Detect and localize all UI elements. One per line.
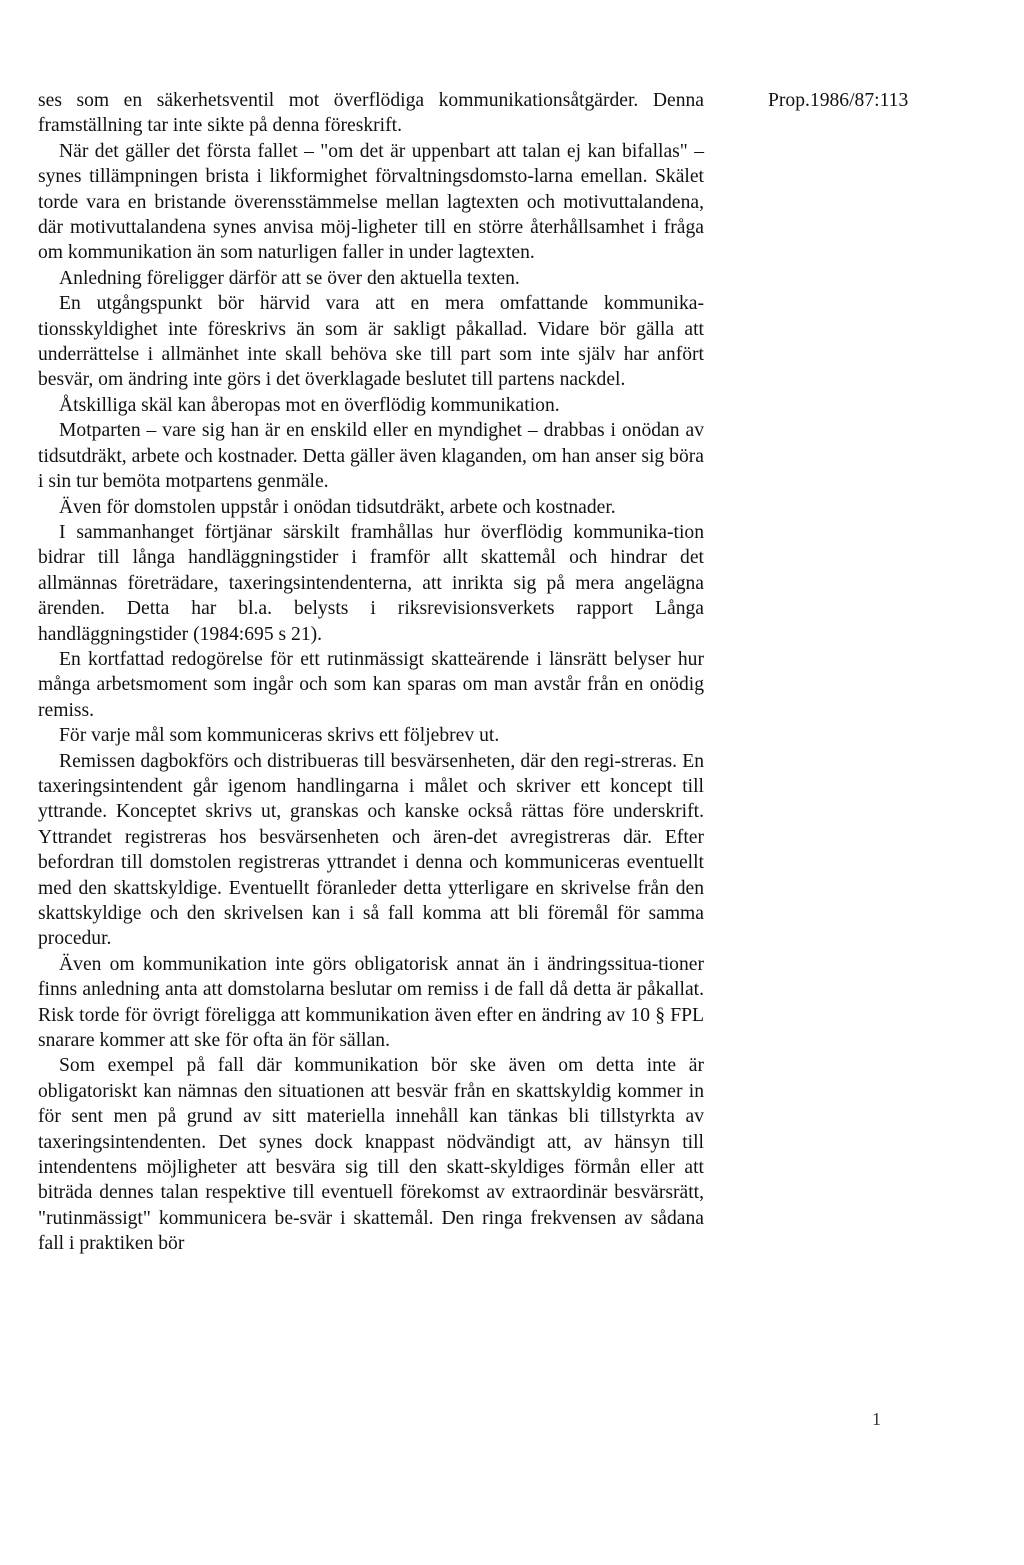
running-head: Prop.1986/87:113 xyxy=(768,90,909,111)
paragraph: Anledning föreligger därför att se över den aktuella texten. xyxy=(59,267,520,289)
paragraph: Remissen dagbokförs och distribueras till besvärsenheten, där den regi-streras. En taxeringsintendent går igenom handlingarna i målet och skriver ett koncept till yttrande. Konceptet skrivs ut, granskas och kanske också rättas före underskrift. Yttrandet registreras hos besvärsenheten och ären-det avregistreras där. Efter befordran till domstolen registreras yttrandet i denna och kommuniceras eventuellt med den skattskyldige. Eventuellt föranleder detta ytterligare en skrivelse från den skattskyldige och den skrivelsen kan i så fall komma att bli föremål för samma procedur. xyxy=(38,750,704,950)
paragraph: I sammanhanget förtjänar särskilt framhållas hur överflödig kommunika-tion bidrar till långa handläggningstider i framför allt skattemål och hindrar det allmännas företrädare, taxeringsintendenterna, att inrikta sig på mera angelägna ärenden. Detta har bl.a. belysts i riksrevisionsverkets rapport Långa handläggningstider (1984:695 s 21). xyxy=(38,521,704,645)
body-text xyxy=(38,88,704,1257)
paragraph: Även för domstolen uppstår i onödan tidsutdräkt, arbete och kostnader. xyxy=(59,496,616,518)
margin-mark: 1 xyxy=(872,1409,881,1429)
paragraph: När det gäller det första fallet – "om det är uppenbart att talan ej kan bifallas" – synes tillämpningen brista i likformighet förvaltningsdomsto-larna emellan. Skälet torde vara en bristande överensstämmelse mellan lagtexten och motivuttalandena, där motivuttalandena synes anvisa möj-ligheter till en större återhållsamhet i fråga om kommunikation än som naturligen faller in under lagtexten. xyxy=(38,140,704,264)
paragraph: En kortfattad redogörelse för ett rutinmässigt skatteärende i länsrätt belyser hur många arbetsmoment som ingår och som kan sparas om man avstår från en onödig remiss. xyxy=(38,648,704,721)
paragraph: Även om kommunikation inte görs obligatorisk annat än i ändringssitua-tioner finns anledning anta att domstolarna beslutar om remiss i de fall då detta är påkallat. Risk torde för övrigt föreligga att kommunikation även efter en ändring av 10 § FPL snarare kommer att ske för ofta än för sällan. xyxy=(38,953,704,1052)
paragraph: Motparten – vare sig han är en enskild eller en myndighet – drabbas i onödan av tidsutdräkt, arbete och kostnader. Detta gäller även klaganden, om han anser sig böra i sin tur bemöta motpartens genmäle. xyxy=(38,420,704,493)
paragraph: Som exempel på fall där kommunikation bör ske även om detta inte är obligatoriskt kan nämnas den situationen att besvär från en skattskyldig kommer in för sent men på grund av sitt materiella innehåll kan tänkas bli tillstyrkta av taxeringsintendenten. Det synes dock knappast nödvändigt att, av hänsyn till intendentens möjligheter att besvära sig till den skatt-skyldiges förmån eller att biträda dennes talan respektive till eventuell förekomst av extraordinär besvärsrätt, "rutinmässigt" kommunicera be-svär i skattemål. Den ringa frekvensen av sådana fall i praktiken bör xyxy=(38,1055,704,1255)
paragraph: För varje mål som kommuniceras skrivs ett följebrev ut. xyxy=(59,725,500,747)
paragraph: ses som en säkerhetsventil mot överflödiga kommunikationsåtgärder. Denna framställning tar inte sikte på denna föreskrift. xyxy=(38,90,704,137)
paragraph: Åtskilliga skäl kan åberopas mot en överflödig kommunikation. xyxy=(59,394,560,416)
paragraph: En utgångspunkt bör härvid vara att en mera omfattande kommunika-tionsskyldighet inte föreskrivs än som är sakligt påkallad. Vidare bör gälla att underrättelse i allmänhet inte skall behöva ske till part som inte själv har anfört besvär, om ändring inte görs i det överklagade beslutet till partens nackdel. xyxy=(38,293,704,391)
